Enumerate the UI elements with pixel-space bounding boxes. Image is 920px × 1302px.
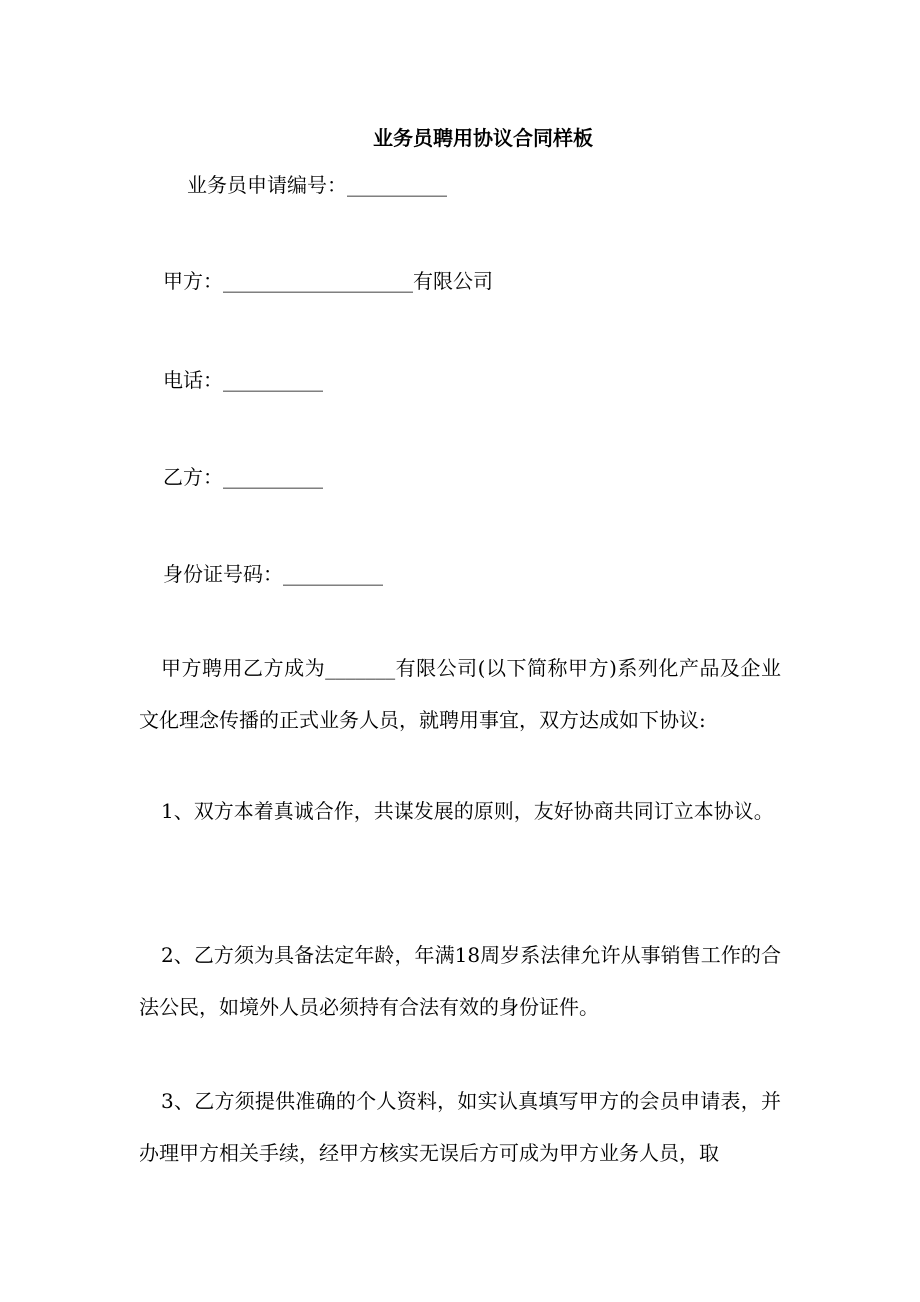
party-b-blank[interactable]: __________	[223, 465, 323, 489]
clause-3: 3、乙方须提供准确的个人资料，如实认真填写甲方的会员申请表，并办理甲方相关手续，经甲方核实无误后方可成为甲方业务人员，取	[139, 1089, 781, 1165]
party-b-label: 乙方：	[163, 465, 223, 489]
party-a-label: 甲方：	[163, 269, 223, 293]
party-a-blank[interactable]: ___________________	[223, 269, 413, 293]
clause-2: 2、乙方须为具备法定年龄，年满18周岁系法律允许从事销售工作的合法公民，如境外人员必须持有合法有效的身份证件。	[139, 943, 781, 1019]
party-b-line	[163, 462, 323, 492]
application-number-label: 业务员申请编号：	[187, 173, 347, 197]
party-a-line	[163, 266, 493, 296]
document-title: 业务员聘用协议合同样板	[373, 126, 593, 150]
id-number-line	[163, 559, 383, 589]
phone-line	[163, 365, 323, 395]
intro-paragraph: 甲方聘用乙方成为_______有限公司(以下简称甲方)系列化产品及企业文化理念传播的正式业务人员，就聘用事宜，双方达成如下协议:	[139, 656, 781, 732]
phone-blank[interactable]: __________	[223, 368, 323, 392]
clause-1: 1、双方本着真诚合作，共谋发展的原则，友好协商共同订立本协议。	[161, 799, 774, 823]
id-number-blank[interactable]: __________	[283, 562, 383, 586]
party-a-suffix: 有限公司	[413, 269, 493, 293]
phone-label: 电话：	[163, 368, 223, 392]
id-number-label: 身份证号码：	[163, 562, 283, 586]
application-number-blank[interactable]: __________	[347, 173, 447, 197]
application-number-line	[187, 170, 447, 200]
